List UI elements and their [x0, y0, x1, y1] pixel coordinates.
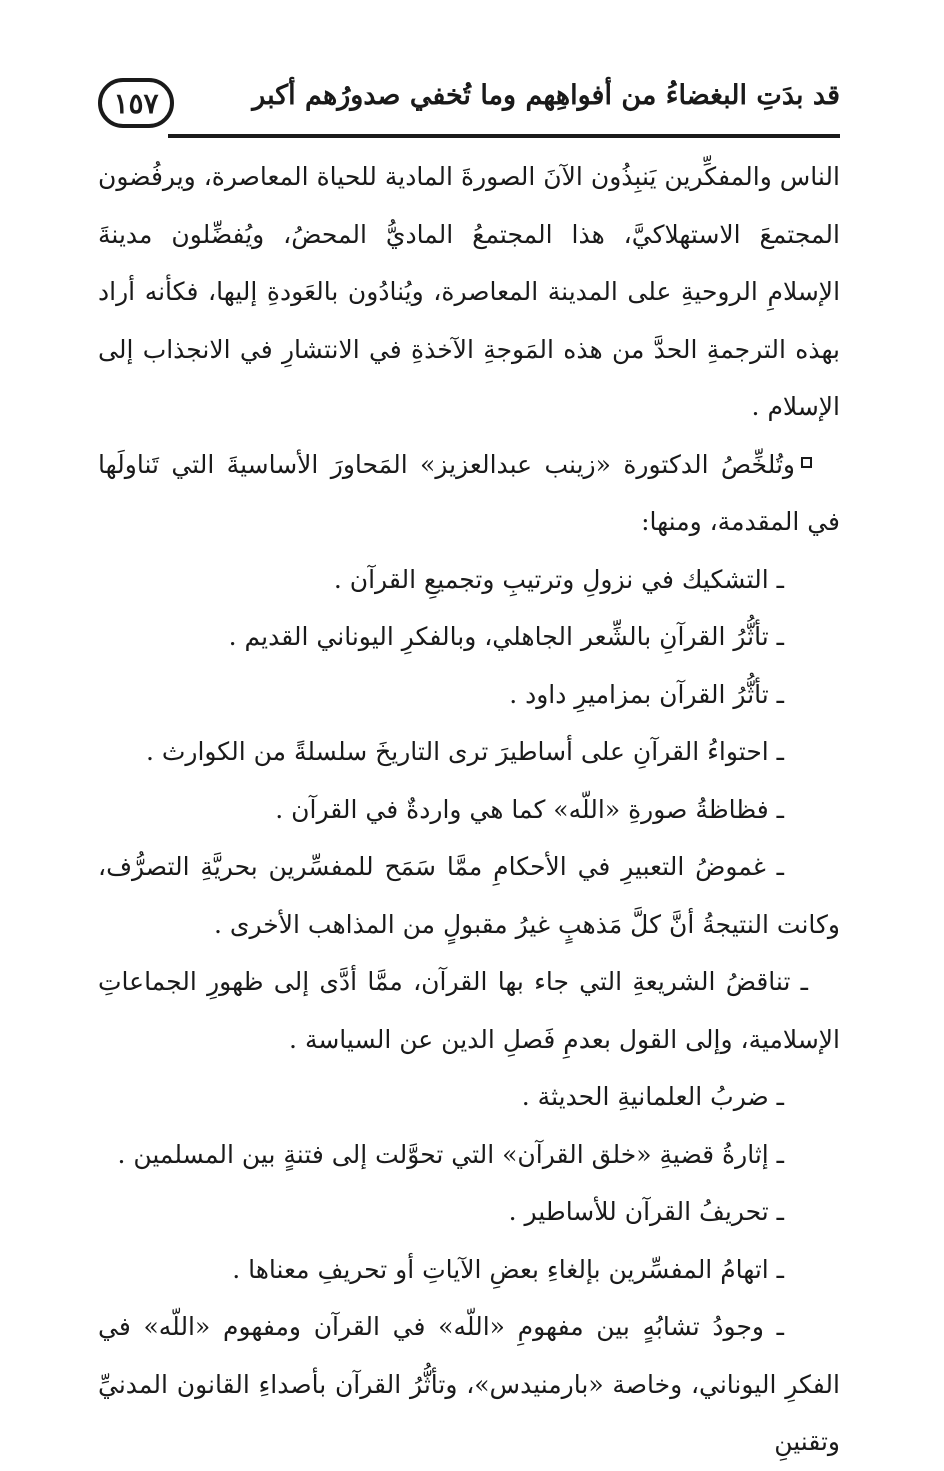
page-body: [98, 148, 840, 1471]
text-line: الروحيةِ على المدينة المعاصرة، ويُنادُون بالعَودةِ إليها، فكأنه أراد بهذه: [98, 277, 840, 364]
page-number-badge: [98, 78, 174, 128]
running-head: قد بدَتِ البغضاءُ من أفواهِهم وما تُخفي صدورُهم أكبر: [252, 80, 840, 111]
text-line: الترجمةِ الحدَّ من هذه المَوجةِ الآخذةِ في الانتشارِ في الانجذاب إلى الإسلام .: [98, 334, 840, 421]
text-line: الناس والمفكِّرين يَنبِذُون الآنَ الصورةَ المادية للحياة المعاصرة، ويرفُضون: [98, 162, 840, 191]
list-item: ـ غموضُ التعبيرِ في الأحكامِ ممَّا سَمَح للمفسِّرين بحريَّةِ التصرُّف، وكانت النتيجةُ أنَّ كلَّ مَذهبٍ غيرُ مقبولٍ من المذاهب الأخرى .: [98, 852, 840, 939]
text-line: في المقدمة، ومنها:: [641, 507, 840, 536]
list-item: ـ وجودُ تشابُهٍ بين مفهومِ «اللّه» في القرآن ومفهوم «اللّه» في الفكرِ اليوناني، وخاصة «بارمنيدس»، وتأثُّرُ القرآن بأصداءِ القانون المدنيِّ وتقنينِ: [98, 1312, 840, 1456]
list-item: ـ تناقضُ الشريعةِ التي جاء بها القرآن، ممَّا أدَّى إلى ظهورِ الجماعاتِ الإسلامية، وإلى القول بعدمِ فَصلِ الدين عن السياسة .: [98, 967, 840, 1054]
header-rule: [168, 134, 840, 138]
intro-paragraph: [98, 148, 840, 436]
page-header: [98, 74, 840, 140]
square-bullet-icon: [801, 457, 812, 468]
list-item: ـ تأثُّرُ القرآنِ بالشِّعر الجاهلي، وبالفكرِ اليوناني القديم .: [228, 622, 784, 651]
text-line: المجتمعَ الاستهلاكيَّ، هذا المجتمعُ الماديُّ المحضُ، ويُفضِّلون مدينةَ الإسلامِ: [98, 219, 841, 306]
list-item: ـ إثارةُ قضيةِ «خلق القرآن» التي تحوَّلت إلى فتنةٍ بين المسلمين .: [117, 1139, 784, 1169]
list-item: ـ تحريفُ القرآن للأساطير .: [508, 1197, 784, 1226]
list-item: ـ تأثُّرُ القرآن بمزاميرِ داود .: [509, 679, 784, 709]
page-number: ١٥٧: [113, 86, 159, 120]
list-item: ـ احتواءُ القرآنِ على أساطيرَ ترى التاريخَ سلسلةً من الكوارث .: [145, 737, 784, 766]
list-item: ـ فظاظةُ صورةِ «اللّه» كما هي واردةٌ في القرآن .: [275, 794, 784, 824]
list-item: ـ التشكيك في نزولِ وترتيبِ وتجميعِ القرآن .: [333, 564, 784, 594]
text-line: وتُلخِّصُ الدكتورة «زينب عبدالعزيز» المَحاورَ الأساسيةَ التي تَناولَها: [98, 449, 795, 479]
summary-paragraph: [98, 436, 840, 551]
list-item: ـ اتهامُ المفسِّرين بإلغاءِ بعضِ الآياتِ أو تحريفِ معناها .: [232, 1254, 784, 1284]
list-item: ـ ضربُ العلمانيةِ الحديثة .: [521, 1082, 784, 1111]
